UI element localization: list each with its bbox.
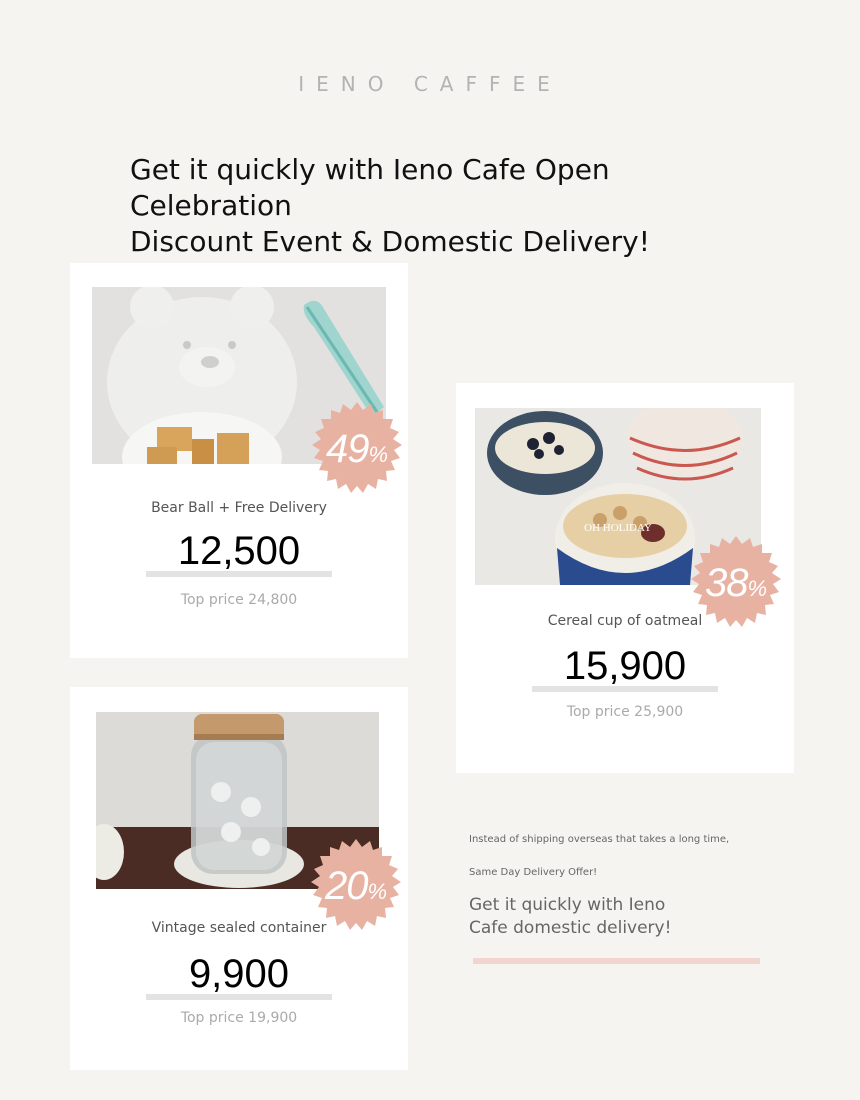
- product-name[interactable]: Vintage sealed container: [151, 920, 327, 936]
- discount-number: 38: [704, 560, 748, 605]
- discount-number: 20: [324, 863, 368, 908]
- original-price: Top price 25,900: [566, 704, 684, 720]
- discount-badge: [309, 839, 403, 933]
- price-block: [70, 528, 408, 576]
- product-name[interactable]: Cereal cup of oatmeal: [547, 613, 703, 629]
- accent-bar: [473, 958, 760, 964]
- discount-percent: %: [368, 442, 389, 467]
- product-card-bear-ball[interactable]: [70, 263, 408, 658]
- delivery-headline-line-1: Get it quickly with Ieno: [469, 895, 666, 915]
- headline-line-2: Discount Event & Domestic Delivery!: [130, 225, 650, 258]
- photo-caption: OH HOLIDAY: [584, 522, 652, 534]
- product-card-vintage-container[interactable]: [70, 687, 408, 1070]
- delivery-headline-line-2: Cafe domestic delivery!: [469, 918, 672, 938]
- delivery-promo: [469, 833, 789, 964]
- discount-number: 49: [325, 426, 369, 471]
- page-headline: [130, 152, 770, 260]
- product-name[interactable]: Bear Ball + Free Delivery: [151, 500, 327, 516]
- delivery-note-same-day: Same Day Delivery Offer!: [469, 867, 598, 878]
- discount-badge: [310, 402, 404, 496]
- brand-title: IENO CAFFEE: [298, 72, 562, 96]
- sale-price: 9,900: [188, 952, 290, 996]
- price-block: [70, 951, 408, 999]
- sale-price: 15,900: [563, 644, 687, 688]
- original-price: Top price 24,800: [180, 592, 298, 608]
- discount-percent: %: [367, 879, 388, 904]
- original-price: Top price 19,900: [180, 1010, 298, 1026]
- delivery-note-overseas: Instead of shipping overseas that takes a long time,: [469, 834, 730, 845]
- delivery-headline: [469, 894, 789, 940]
- price-block: [456, 643, 794, 691]
- headline-line-1: Get it quickly with Ieno Cafe Open Celebration: [130, 153, 610, 222]
- sale-price: 12,500: [177, 529, 301, 573]
- discount-percent: %: [747, 576, 768, 601]
- product-card-cereal-cup[interactable]: [456, 383, 794, 773]
